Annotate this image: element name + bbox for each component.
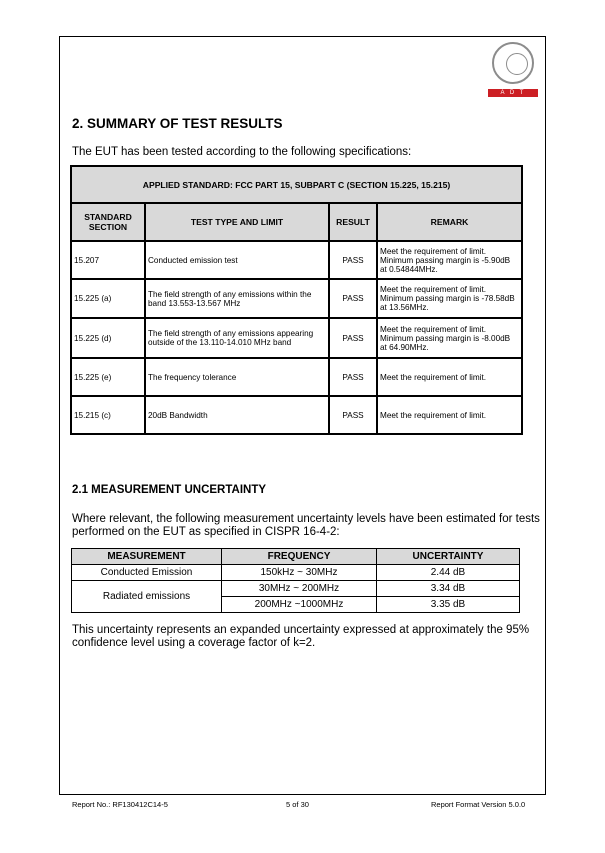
row-test: The field strength of any emissions within the band 13.553-13.567 MHz [145, 279, 329, 318]
column-header-remark: REMARK [377, 203, 522, 241]
uncertainty-title: 2.1 MEASUREMENT UNCERTAINTY [72, 484, 267, 496]
row-frequency: 30MHz ~ 200MHz [222, 581, 377, 597]
row-result: PASS [329, 318, 377, 358]
section-intro: The EUT has been tested according to the following specifications: [72, 146, 412, 158]
row-test: The frequency tolerance [145, 358, 329, 396]
table-row [71, 241, 522, 279]
row-section: 15.215 (c) [71, 396, 145, 434]
footer-version: Report Format Version 5.0.0 [431, 800, 526, 809]
logo-seal-icon [492, 42, 534, 84]
column-header-section: STANDARD SECTION [71, 203, 145, 241]
row-uncertainty: 2.44 dB [377, 565, 520, 581]
footer-report-no: Report No.: RF130412C14-5 [72, 800, 168, 809]
column-header-test: TEST TYPE AND LIMIT [145, 203, 329, 241]
row-remark: Meet the requirement of limit. [377, 396, 522, 434]
row-measurement: Radiated emissions [72, 581, 222, 613]
footer-page-number: 5 of 30 [286, 800, 309, 809]
row-remark: Meet the requirement of limit. [377, 358, 522, 396]
row-section: 15.225 (d) [71, 318, 145, 358]
column-header-measurement: MEASUREMENT [72, 549, 222, 565]
test-results-table [70, 165, 523, 435]
logo-bar: A D T [488, 89, 538, 97]
row-result: PASS [329, 396, 377, 434]
row-measurement: Conducted Emission [72, 565, 222, 581]
row-frequency: 200MHz ~1000MHz [222, 597, 377, 613]
table-row [71, 358, 522, 396]
row-frequency: 150kHz ~ 30MHz [222, 565, 377, 581]
row-section: 15.225 (e) [71, 358, 145, 396]
row-uncertainty: 3.35 dB [377, 597, 520, 613]
table-row [72, 581, 520, 597]
row-result: PASS [329, 358, 377, 396]
row-section: 15.207 [71, 241, 145, 279]
row-result: PASS [329, 241, 377, 279]
column-header-uncertainty: UNCERTAINTY [377, 549, 520, 565]
uncertainty-intro: Where relevant, the following measurement uncertainty levels have been estimated for tests performed on the EUT as specified in CISPR 16-4-2: [72, 513, 540, 538]
row-test: The field strength of any emissions appearing outside of the 13.110-14.010 MHz band [145, 318, 329, 358]
uncertainty-table [71, 548, 520, 613]
table-row [72, 565, 520, 581]
row-remark: Meet the requirement of limit. Minimum passing margin is -8.00dB at 64.90MHz. [377, 318, 522, 358]
uncertainty-note: This uncertainty represents an expanded uncertainty expressed at approximately the 95% confidence level using a coverage factor of k=2. [72, 624, 530, 649]
section-title: 2. SUMMARY OF TEST RESULTS [72, 116, 283, 131]
column-header-frequency: FREQUENCY [222, 549, 377, 565]
applied-standard-header: APPLIED STANDARD: FCC PART 15, SUBPART C (SECTION 15.225, 15.215) [71, 166, 522, 203]
table-row [71, 396, 522, 434]
table-row [71, 318, 522, 358]
row-test: 20dB Bandwidth [145, 396, 329, 434]
row-section: 15.225 (a) [71, 279, 145, 318]
table-row [71, 279, 522, 318]
company-logo [488, 42, 540, 98]
row-remark: Meet the requirement of limit. Minimum passing margin is -5.90dB at 0.54844MHz. [377, 241, 522, 279]
row-test: Conducted emission test [145, 241, 329, 279]
column-header-result: RESULT [329, 203, 377, 241]
row-remark: Meet the requirement of limit. Minimum passing margin is -78.58dB at 13.56MHz. [377, 279, 522, 318]
row-result: PASS [329, 279, 377, 318]
row-uncertainty: 3.34 dB [377, 581, 520, 597]
